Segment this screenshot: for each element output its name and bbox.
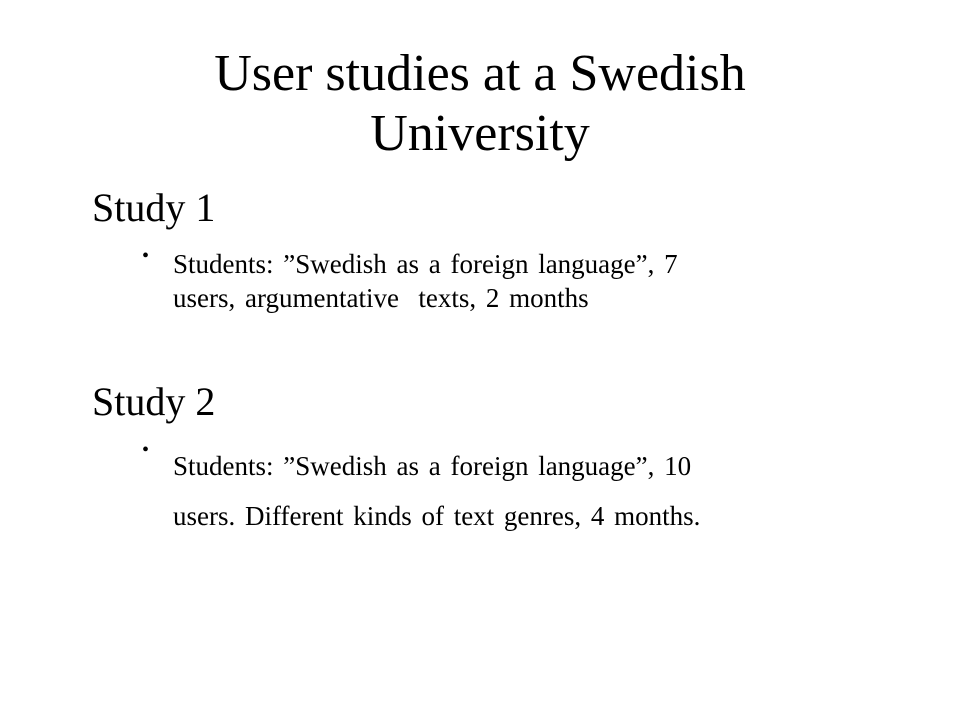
study-2-heading: Study 2 [92,379,216,424]
study-2-bullet-line-2: users. Different kinds of text genres, 4 months. [173,501,701,531]
study-1-bullet-line-2: users, argumentative texts, 2 months [173,283,589,313]
study-2-bullet-line-1: Students: ”Swedish as a foreign language”, 10 [173,451,692,481]
study-1-bullet-icon: • [142,245,150,267]
slide-title [80,44,880,164]
study-1-heading: Study 1 [92,185,216,230]
study-1-bullet-text [173,247,893,315]
study-1-bullet-line-1: Students: ”Swedish as a foreign language”, 7 [173,249,678,279]
slide-title-line-2: University [370,105,590,162]
study-2-bullet-icon: • [142,439,150,461]
study-2-bullet-text [173,441,893,541]
slide-title-line-1: User studies at a Swedish [214,45,746,102]
